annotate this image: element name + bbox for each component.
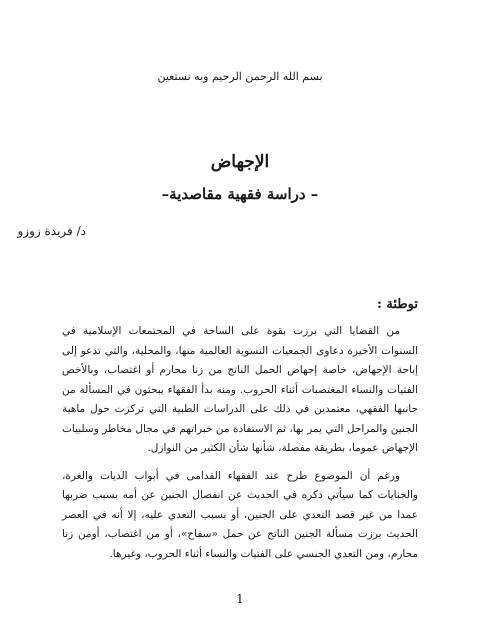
document-subtitle: – دراسة فقهية مقاصدية– (161, 185, 319, 203)
page-number: 1 (236, 592, 244, 606)
basmala: بسم الله الرحمن الرحيم وبه نستعين (157, 70, 323, 83)
section-heading: توطئة : (377, 297, 418, 312)
author-name: د/ فريدة زوزو (17, 224, 86, 238)
document-title: الإجهاض (210, 152, 270, 172)
paragraph-2: ورغم أن الموضوع طرح عند الفقهاء القدامى في أبواب الديات والغرة، والجنايات كما سيأتي ذكره في الحديث عن انفصال الجنين عن أمه بسبب ضربها عمدا من غير قصد التعدي على الجنين، أو بسبب التعدي عليه، إلا أنه في العصر الحديث برزت مسألة الجنين الناتج عن حمل «سفاح»، أو من اغتصاب، أومن زنا محارم، ومن التعدي الجنسي على الفتيات والنساء أثناء الحروب، وغيرها. (62, 469, 418, 560)
paragraph-1: من القضايا التي برزت بقوة على الساحة في المجتمعات الإسلامية في السنوات الأخيرة دعاوى الجمعيات النسوية العالمية منها، والمحلية، والتي تدعو إلى إباحة الإجهاض، خاصة إجهاض الحمل الناتج من زنا محارم أو اغتصاب، وبالأخص الفتيات والنساء المغتصبات أثناء الحروب. ومنه بدأ الفقهاء يبحثون في المسألة من جانبها الفقهي، معتمدين في ذلك على الدراسات الطبية التي تركزت حول ماهية الجنين والمراحل التي يمر بها، ثم الاستفادة من خبراتهم في مجال مخاطر وسلبيات الإجهاض عموما، بطريقة مفصلة، شأنها شأن الكثير من النوازل. (62, 325, 418, 454)
body-text (62, 322, 418, 564)
